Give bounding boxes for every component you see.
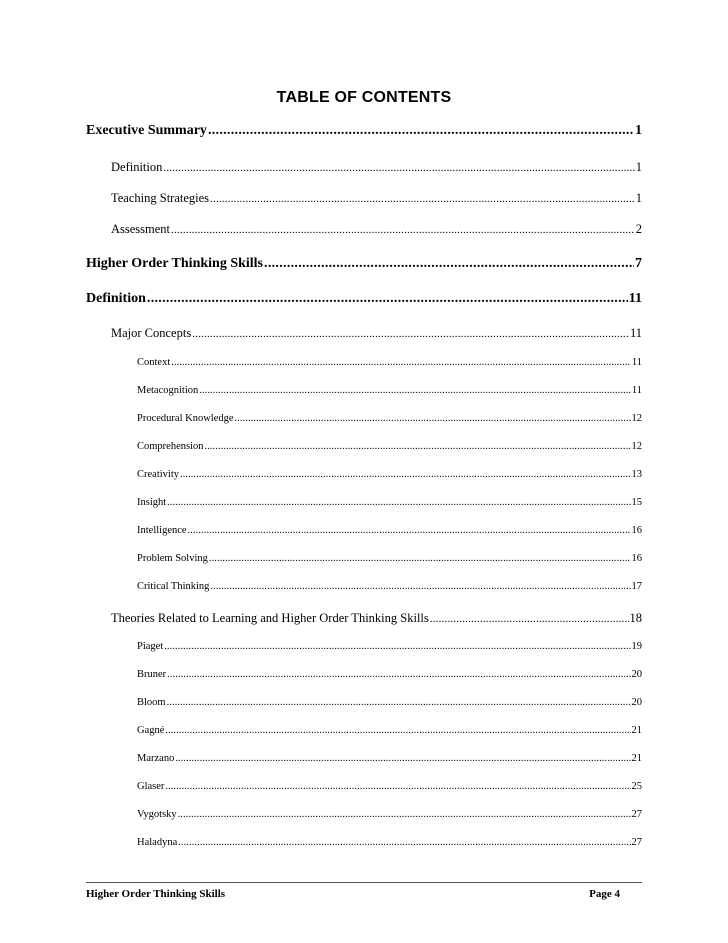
toc-leader-dots (210, 581, 630, 592)
toc-entry-label: Assessment (111, 222, 171, 236)
toc-entry-page: 25 (631, 781, 642, 792)
toc-entry[interactable] (137, 413, 642, 424)
toc-entry[interactable] (137, 781, 642, 792)
toc-entry[interactable] (137, 809, 642, 820)
footer-page-number: Page 4 (589, 888, 620, 900)
toc-entry-label: Gagné (137, 725, 165, 736)
toc-entry-label: Major Concepts (111, 326, 192, 340)
toc-entry-page: 15 (631, 497, 642, 508)
toc-entry-page: 20 (631, 669, 642, 680)
toc-entry-label: Problem Solving (137, 553, 208, 564)
toc-entry[interactable] (111, 160, 642, 175)
toc-entry-label: Metacognition (137, 385, 199, 396)
toc-entry[interactable] (111, 191, 642, 206)
toc-entry-page: 11 (628, 291, 642, 306)
toc-entry[interactable] (111, 326, 642, 341)
toc-entry[interactable] (111, 611, 642, 626)
toc-leader-dots (167, 669, 630, 680)
toc-entry[interactable] (137, 581, 642, 592)
toc-entry-label: Intelligence (137, 525, 187, 536)
toc-entry[interactable] (137, 725, 642, 736)
toc-leader-dots (264, 256, 634, 272)
toc-entry-page: 27 (631, 809, 642, 820)
toc-entry-label: Critical Thinking (137, 581, 210, 592)
toc-entry-page: 16 (631, 525, 642, 536)
toc-entry[interactable] (137, 525, 642, 536)
toc-entry-page: 1 (635, 191, 642, 205)
toc-entry-label: Comprehension (137, 441, 204, 452)
toc-entry-label: Vygotsky (137, 809, 177, 820)
toc-entry[interactable] (137, 553, 642, 564)
toc-entry-label: Bloom (137, 697, 166, 708)
toc-leader-dots (165, 781, 630, 792)
toc-leader-dots (163, 162, 634, 174)
toc-entry-page: 2 (635, 222, 642, 236)
toc-leader-dots (208, 123, 634, 139)
toc-entry-page: 18 (629, 611, 642, 625)
toc-entry-label: Piaget (137, 641, 164, 652)
footer-title: Higher Order Thinking Skills (86, 888, 226, 900)
toc-entry[interactable] (137, 753, 642, 764)
footer-divider (86, 882, 642, 883)
page-title: TABLE OF CONTENTS (276, 89, 452, 106)
toc-entry-page: 19 (631, 641, 642, 652)
toc-entry-label: Executive Summary (86, 123, 207, 138)
toc-entry-page: 7 (635, 256, 642, 271)
toc-entry-label: Creativity (137, 469, 179, 480)
toc-entry-page: 21 (631, 753, 642, 764)
toc-entry-label: Teaching Strategies (111, 191, 210, 205)
toc-leader-dots (165, 725, 630, 736)
toc-entry-label: Higher Order Thinking Skills (86, 256, 264, 271)
toc-leader-dots (175, 753, 630, 764)
toc-entry-page: 27 (631, 837, 642, 848)
toc-entry-page: 16 (631, 553, 642, 564)
toc-leader-dots (171, 224, 635, 236)
toc-entry[interactable] (137, 441, 642, 452)
toc-entry-label: Definition (111, 160, 163, 174)
toc-entry-page: 17 (631, 581, 642, 592)
toc-leader-dots (178, 809, 631, 820)
toc-entry[interactable] (137, 669, 642, 680)
toc-leader-dots (210, 193, 635, 205)
toc-entry[interactable] (137, 837, 642, 848)
toc-entry-label: Context (137, 357, 171, 368)
toc-entry[interactable] (111, 222, 642, 237)
toc-entry-page: 11 (631, 357, 642, 368)
toc-entry-label: Definition (86, 291, 146, 306)
toc-entry-label: Theories Related to Learning and Higher Order Thinking Skills (111, 611, 429, 625)
toc-leader-dots (235, 413, 631, 424)
toc-entry-page: 20 (631, 697, 642, 708)
toc-leader-dots (167, 697, 631, 708)
toc-leader-dots (180, 469, 631, 480)
toc-entry[interactable] (137, 697, 642, 708)
toc-entry-label: Insight (137, 497, 167, 508)
toc-entry-label: Haladyna (137, 837, 178, 848)
toc-leader-dots (167, 497, 630, 508)
toc-entry-page: 12 (631, 441, 642, 452)
toc-leader-dots (199, 385, 631, 396)
toc-leader-dots (192, 328, 629, 340)
toc-entry-label: Bruner (137, 669, 167, 680)
toc-entry-label: Procedural Knowledge (137, 413, 234, 424)
toc-entry[interactable] (86, 123, 642, 139)
toc-entry[interactable] (137, 497, 642, 508)
toc-entry[interactable] (137, 469, 642, 480)
toc-entry-page: 21 (631, 725, 642, 736)
toc-entry[interactable] (86, 256, 642, 272)
toc-entry[interactable] (137, 641, 642, 652)
toc-leader-dots (171, 357, 631, 368)
toc-entry[interactable] (86, 291, 642, 307)
toc-entry[interactable] (137, 385, 642, 396)
toc-entry[interactable] (137, 357, 642, 368)
toc-entry-page: 11 (631, 385, 642, 396)
toc-leader-dots (209, 553, 631, 564)
toc-entry-page: 1 (635, 160, 642, 174)
toc-entry-page: 13 (631, 469, 642, 480)
toc-entry-page: 1 (635, 123, 642, 138)
toc-leader-dots (205, 441, 631, 452)
toc-leader-dots (430, 613, 629, 625)
toc-entry-page: 12 (631, 413, 642, 424)
toc-leader-dots (164, 641, 630, 652)
toc-leader-dots (188, 525, 631, 536)
toc-leader-dots (147, 291, 628, 307)
toc-entry-label: Glaser (137, 781, 165, 792)
toc-leader-dots (178, 837, 630, 848)
toc-entry-page: 11 (629, 326, 642, 340)
toc-entry-label: Marzano (137, 753, 175, 764)
